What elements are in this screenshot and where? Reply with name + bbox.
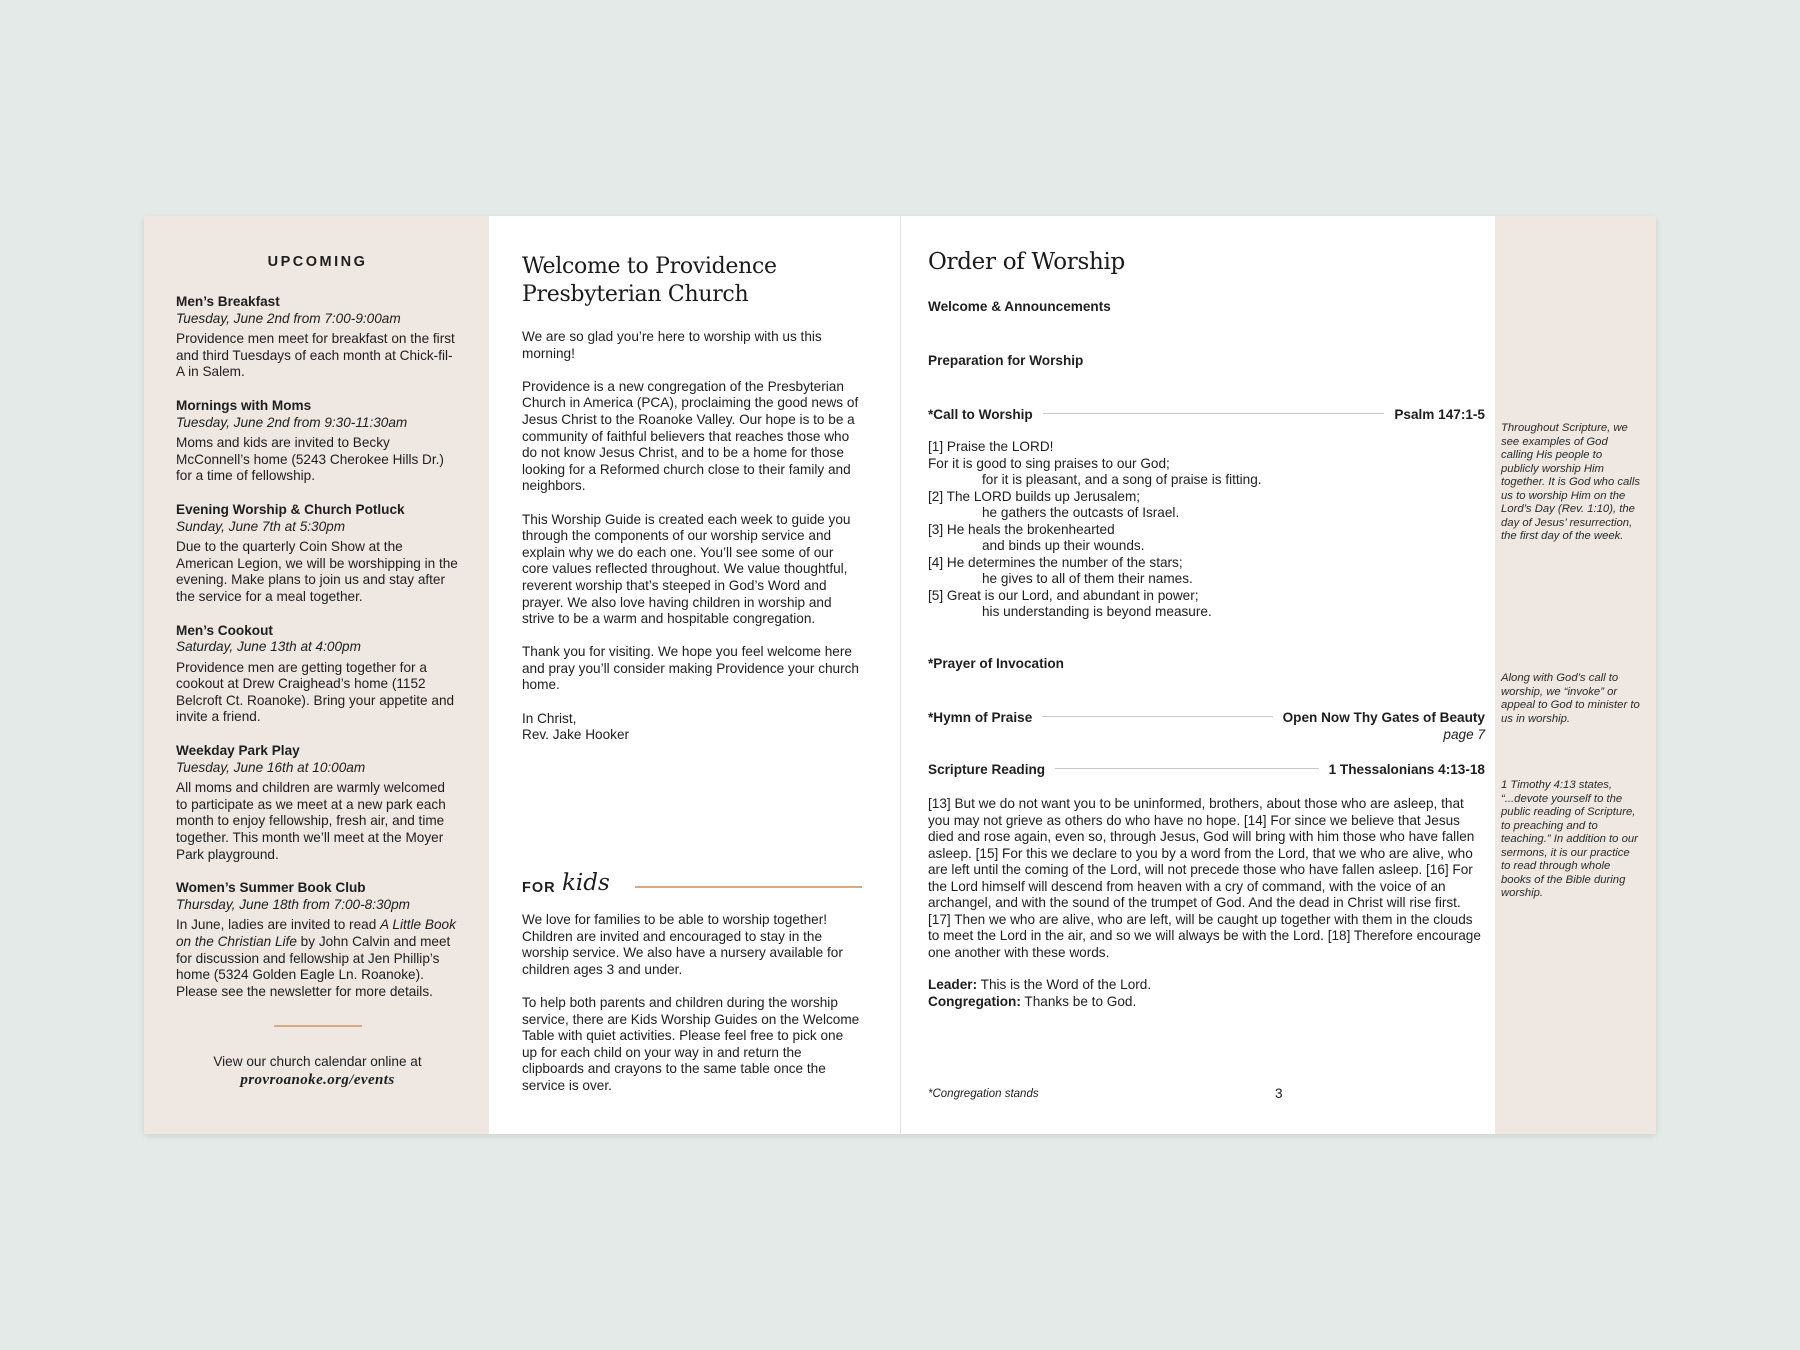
call-to-worship-row xyxy=(928,406,1485,424)
psalm-line: he gathers the outcasts of Israel. xyxy=(982,505,1180,520)
welcome-panel xyxy=(489,216,900,1134)
psalm-line: [3] He heals the brokenhearted xyxy=(928,521,1115,537)
psalm-line: he gives to all of them their names. xyxy=(982,571,1193,586)
event-item xyxy=(176,294,459,381)
event-item xyxy=(176,623,459,727)
kids-for-label: FOR xyxy=(522,880,556,896)
hymn-label: *Hymn of Praise xyxy=(928,709,1033,725)
event-description: Providence men are getting together for a cookout at Drew Craighead’s home (1152 Belcroft Ct. Roanoke). Bring your appetite and invite a friend. xyxy=(176,659,455,725)
margin-notes-panel xyxy=(1495,216,1656,1134)
side-note-scripture: 1 Timothy 4:13 states, “...devote yourself to the public reading of Scripture, to preaching and to teaching.” In addition to our sermons, it is our practice to read through whole books of the Bible during worship. xyxy=(1501,779,1638,899)
event-title: Men’s Cookout xyxy=(176,622,273,638)
psalm-line: [4] He determines the number of the stars; xyxy=(928,554,1183,570)
congregation-line-text xyxy=(928,994,1485,1011)
kids-rule xyxy=(635,886,862,888)
welcome-title-line: Welcome to Providence xyxy=(522,254,777,279)
event-title: Evening Worship & Church Potluck xyxy=(176,501,405,517)
event-item xyxy=(176,398,459,485)
prayer-of-invocation-heading: *Prayer of Invocation xyxy=(928,655,1064,671)
call-to-worship-label: *Call to Worship xyxy=(928,407,1033,422)
event-date: Saturday, June 13th at 4:00pm xyxy=(176,639,361,655)
leader-line xyxy=(1043,413,1385,414)
hymn-title: Open Now Thy Gates of Beauty xyxy=(1282,709,1485,725)
responsive-reading xyxy=(928,977,1485,1010)
kids-paragraph: To help both parents and children during the worship service, there are Kids Worship Guides on the Welcome Table with quiet activities. Please feel free to pick one up for each child on your way in and return the clipboards and crayons to the same table once the service is over. xyxy=(522,994,860,1093)
event-item xyxy=(176,880,459,1000)
signoff xyxy=(522,711,862,744)
order-of-worship-panel xyxy=(900,216,1495,1134)
event-item xyxy=(176,502,459,606)
event-date: Tuesday, June 2nd from 9:30-11:30am xyxy=(176,414,408,430)
psalm-line: [5] Great is our Lord, and abundant in power; xyxy=(928,587,1199,603)
upcoming-panel xyxy=(144,216,489,1134)
event-description-text: In June, ladies are invited to read xyxy=(176,917,381,933)
event-description-text: by John Calvin and meet for discussion and fellowship at Jen Phillip’s home (5324 Golden Eagle Ln. Roanoke). Please see the newsletter for more details. xyxy=(176,934,451,999)
leader-line-text xyxy=(928,977,1485,994)
calendar-link[interactable]: provroanoke.org/events xyxy=(240,1072,395,1089)
kids-label: kids xyxy=(562,870,610,896)
call-to-worship-reference: Psalm 147:1-5 xyxy=(1394,407,1485,422)
welcome-paragraph: We are so glad you’re here to worship with us this morning! xyxy=(522,329,822,361)
event-description xyxy=(176,917,459,1000)
scripture-reading-row xyxy=(928,761,1485,779)
calendar-callout xyxy=(176,1053,459,1089)
welcome-paragraph: Thank you for visiting. We hope you feel welcome here and pray you’ll consider making Providence your church home. xyxy=(522,644,859,693)
psalm-text xyxy=(928,439,1485,621)
footnote: *Congregation stands xyxy=(928,1088,1039,1100)
kids-section xyxy=(522,912,862,1111)
welcome-paragraph: Providence is a new congregation of the Presbyterian Church in America (PCA), proclaiming the good news of Jesus Christ to the Roanoke Valley. Our hope is to be a community of faithful believers that reaches those who do not know Jesus Christ, and to be a home for those looking for a Reformed church close to their family and neighbors. xyxy=(522,378,859,494)
closing: In Christ, xyxy=(522,710,577,726)
leader-line xyxy=(1055,768,1319,769)
order-of-worship-title: Order of Worship xyxy=(928,249,1125,275)
event-title: Women’s Summer Book Club xyxy=(176,880,366,896)
scripture-text: [13] But we do not want you to be uninformed, brothers, about those who are asleep, that you may not grieve as others do who have no hope. [14] For since we believe that Jesus died and rose again, even so, through Jesus, God will bring with him those who have fallen asleep. [15] For this we declare to you by a word from the Lord, that we who are alive, who are left until the coming of the Lord, will not precede those who have fallen asleep. [16] For the Lord himself will descend from heaven with a cry of command, with the voice of an archangel, and with the sound of the trumpet of God. And the dead in Christ will rise first. [17] Then we who are alive, who are left, will be caught up together with them in the clouds to meet the Lord in the air, and so we will always be with the Lord. [18] Therefore encourage one another with these words. xyxy=(928,796,1481,960)
event-date: Sunday, June 7th at 5:30pm xyxy=(176,518,346,534)
event-description: Moms and kids are invited to Becky McConnell’s home (5243 Cherokee Hills Dr.) for a time of fellowship. xyxy=(176,435,444,484)
event-title: Weekday Park Play xyxy=(176,743,300,759)
scripture-reference: 1 Thessalonians 4:13-18 xyxy=(1328,762,1485,777)
side-note-call-to-worship: Throughout Scripture, we see examples of God calling His people to publicly worship Him together. It is God who calls us to worship Him on the Lord’s Day (Rev. 1:10), the day of Jesus’ resurrection, the first day of the week. xyxy=(1501,422,1640,542)
leader-label: Leader: xyxy=(928,977,978,992)
side-note-invocation: Along with God’s call to worship, we “invoke” or appeal to God to minister to us in worship. xyxy=(1501,672,1640,725)
kids-paragraph: We love for families to be able to worship together! Children are invited and encouraged to stay in the worship service. We also have a nursery available for children ages 3 and under. xyxy=(522,912,843,977)
event-item xyxy=(176,743,459,863)
bulletin-spread xyxy=(144,216,1656,1134)
welcome-title-line: Presbyterian Church xyxy=(522,282,749,307)
welcome-paragraph: This Worship Guide is created each week to guide you through the components of our worship service and explain why we do each one. You’ll see some of our core values reflected throughout. We value thoughtful, reverent worship that’s steeped in God’s Word and prayer. We also love having children in worship and strive to be a warm and hospitable congregation. xyxy=(522,511,851,627)
calendar-text: View our church calendar online at xyxy=(213,1054,422,1070)
book-title: A Little Book on the Christian Life xyxy=(176,917,456,949)
welcome-title xyxy=(522,253,862,309)
psalm-line: [2] The LORD builds up Jerusalem; xyxy=(928,488,1141,504)
event-title: Men’s Breakfast xyxy=(176,294,280,309)
event-date: Tuesday, June 16th at 10:00am xyxy=(176,759,366,775)
welcome-announcements-heading: Welcome & Announcements xyxy=(928,299,1111,314)
psalm-line: for it is pleasant, and a song of praise is fitting. xyxy=(982,472,1262,487)
leader-line xyxy=(1042,716,1272,717)
hymn-row xyxy=(928,709,1485,727)
psalm-line: [1] Praise the LORD! xyxy=(928,439,1054,454)
page-number: 3 xyxy=(1275,1086,1283,1101)
event-date: Thursday, June 18th from 7:00-8:30pm xyxy=(176,896,410,912)
hymn-page: page 7 xyxy=(1443,726,1485,742)
accent-divider xyxy=(274,1025,362,1027)
congregation-label: Congregation: xyxy=(928,993,1021,1009)
upcoming-heading: UPCOMING xyxy=(267,254,368,270)
event-date: Tuesday, June 2nd from 7:00-9:00am xyxy=(176,310,401,326)
event-description: Providence men meet for breakfast on the first and third Tuesdays of each month at Chick-fil-A in Salem. xyxy=(176,331,455,380)
psalm-line: For it is good to sing praises to our God; xyxy=(928,455,1170,471)
preparation-heading: Preparation for Worship xyxy=(928,353,1084,368)
signature: Rev. Jake Hooker xyxy=(522,727,630,743)
event-description: Due to the quarterly Coin Show at the American Legion, we will be worshipping in the evening. Make plans to join us and stay after the service for a meal together. xyxy=(176,539,458,604)
event-title: Mornings with Moms xyxy=(176,397,312,413)
psalm-line: his understanding is beyond measure. xyxy=(982,604,1212,619)
kids-heading xyxy=(522,870,862,900)
scripture-reading-label: Scripture Reading xyxy=(928,762,1046,777)
psalm-line: and binds up their wounds. xyxy=(982,538,1145,553)
leader-response: This is the Word of the Lord. xyxy=(977,977,1152,992)
event-description: All moms and children are warmly welcomed to participate as we meet at a new park each month to enjoy fellowship, fresh air, and time together. This month we’ll meet at the Moyer Park playground. xyxy=(176,780,446,862)
congregation-response: Thanks be to God. xyxy=(1020,993,1137,1009)
